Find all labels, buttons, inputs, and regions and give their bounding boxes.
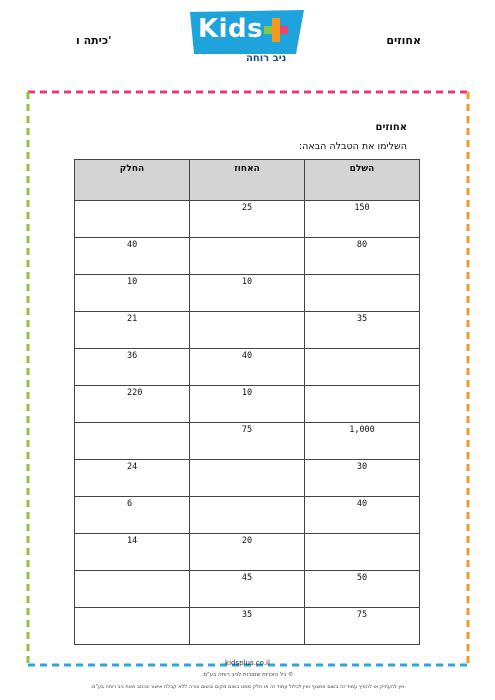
cell-percent: 40 — [190, 349, 305, 386]
cell-percent: 25 — [190, 201, 305, 238]
table-row — [75, 571, 420, 608]
percent-table — [74, 159, 420, 645]
cell-whole: 50 — [305, 571, 420, 608]
table-row — [75, 534, 420, 571]
worksheet-instruction: השלימו את הטבלה הבאה: — [298, 141, 407, 152]
column-header-percent: האחוז — [190, 160, 305, 201]
cell-percent: 20 — [190, 534, 305, 571]
cell-whole: 40 — [305, 497, 420, 534]
table-row — [75, 201, 420, 238]
worksheet-title: אחוזים — [375, 122, 407, 133]
cell-whole: 1,000 — [305, 423, 420, 460]
table-row — [75, 423, 420, 460]
logo-main-text: Kids — [198, 14, 264, 44]
cell-percent: 10 — [190, 386, 305, 423]
cell-part: 21 — [75, 312, 190, 349]
cell-whole: 80 — [305, 238, 420, 275]
cell-part: 14 — [75, 534, 190, 571]
logo-sub-text: ניב רוחה — [246, 53, 287, 64]
column-header-whole: השלם — [305, 160, 420, 201]
cell-whole — [305, 386, 420, 423]
table-row — [75, 460, 420, 497]
cell-part — [75, 608, 190, 645]
cell-whole: 30 — [305, 460, 420, 497]
table-header-row — [75, 160, 420, 201]
cell-part: 40 — [75, 238, 190, 275]
footer-copyright: © כל הזכויות שמורות לניב רוחה בע"מ. — [201, 672, 294, 678]
cell-whole: 35 — [305, 312, 420, 349]
cell-part: 24 — [75, 460, 190, 497]
cell-percent: 45 — [190, 571, 305, 608]
cell-part: 10 — [75, 275, 190, 312]
cell-part: 36 — [75, 349, 190, 386]
footer-url[interactable]: kidsplus.co.il — [225, 659, 270, 667]
cell-whole: 150 — [305, 201, 420, 238]
header-grade: כיתה ו' — [76, 34, 112, 47]
cell-part — [75, 571, 190, 608]
table-row — [75, 608, 420, 645]
cell-part — [75, 423, 190, 460]
cell-percent — [190, 238, 305, 275]
cell-percent: 75 — [190, 423, 305, 460]
cell-whole — [305, 275, 420, 312]
cell-percent — [190, 460, 305, 497]
cell-percent: 10 — [190, 275, 305, 312]
cell-whole: 75 — [305, 608, 420, 645]
table-row — [75, 386, 420, 423]
table-row — [75, 238, 420, 275]
cell-part — [75, 201, 190, 238]
cell-percent — [190, 497, 305, 534]
footer-legal-notice: אין להעתיק או להפיץ עמוד זה בשום אמצעי ואין לכלול עמוד זה או חלק ממנו בשום מקום ובשום צורה ללא קבלת אישור בכתב מאת ניב רוחה בע"מ. — [90, 684, 405, 690]
cell-percent — [190, 312, 305, 349]
cell-part: 220 — [75, 386, 190, 423]
table-row — [75, 497, 420, 534]
column-header-part: החלק — [75, 160, 190, 201]
table-row — [75, 275, 420, 312]
cell-part: 6 — [75, 497, 190, 534]
table-row — [75, 312, 420, 349]
header-topic: אחוזים — [386, 34, 421, 47]
table-row — [75, 349, 420, 386]
cell-whole — [305, 349, 420, 386]
kids-logo — [184, 8, 310, 66]
cell-percent: 35 — [190, 608, 305, 645]
cell-whole — [305, 534, 420, 571]
